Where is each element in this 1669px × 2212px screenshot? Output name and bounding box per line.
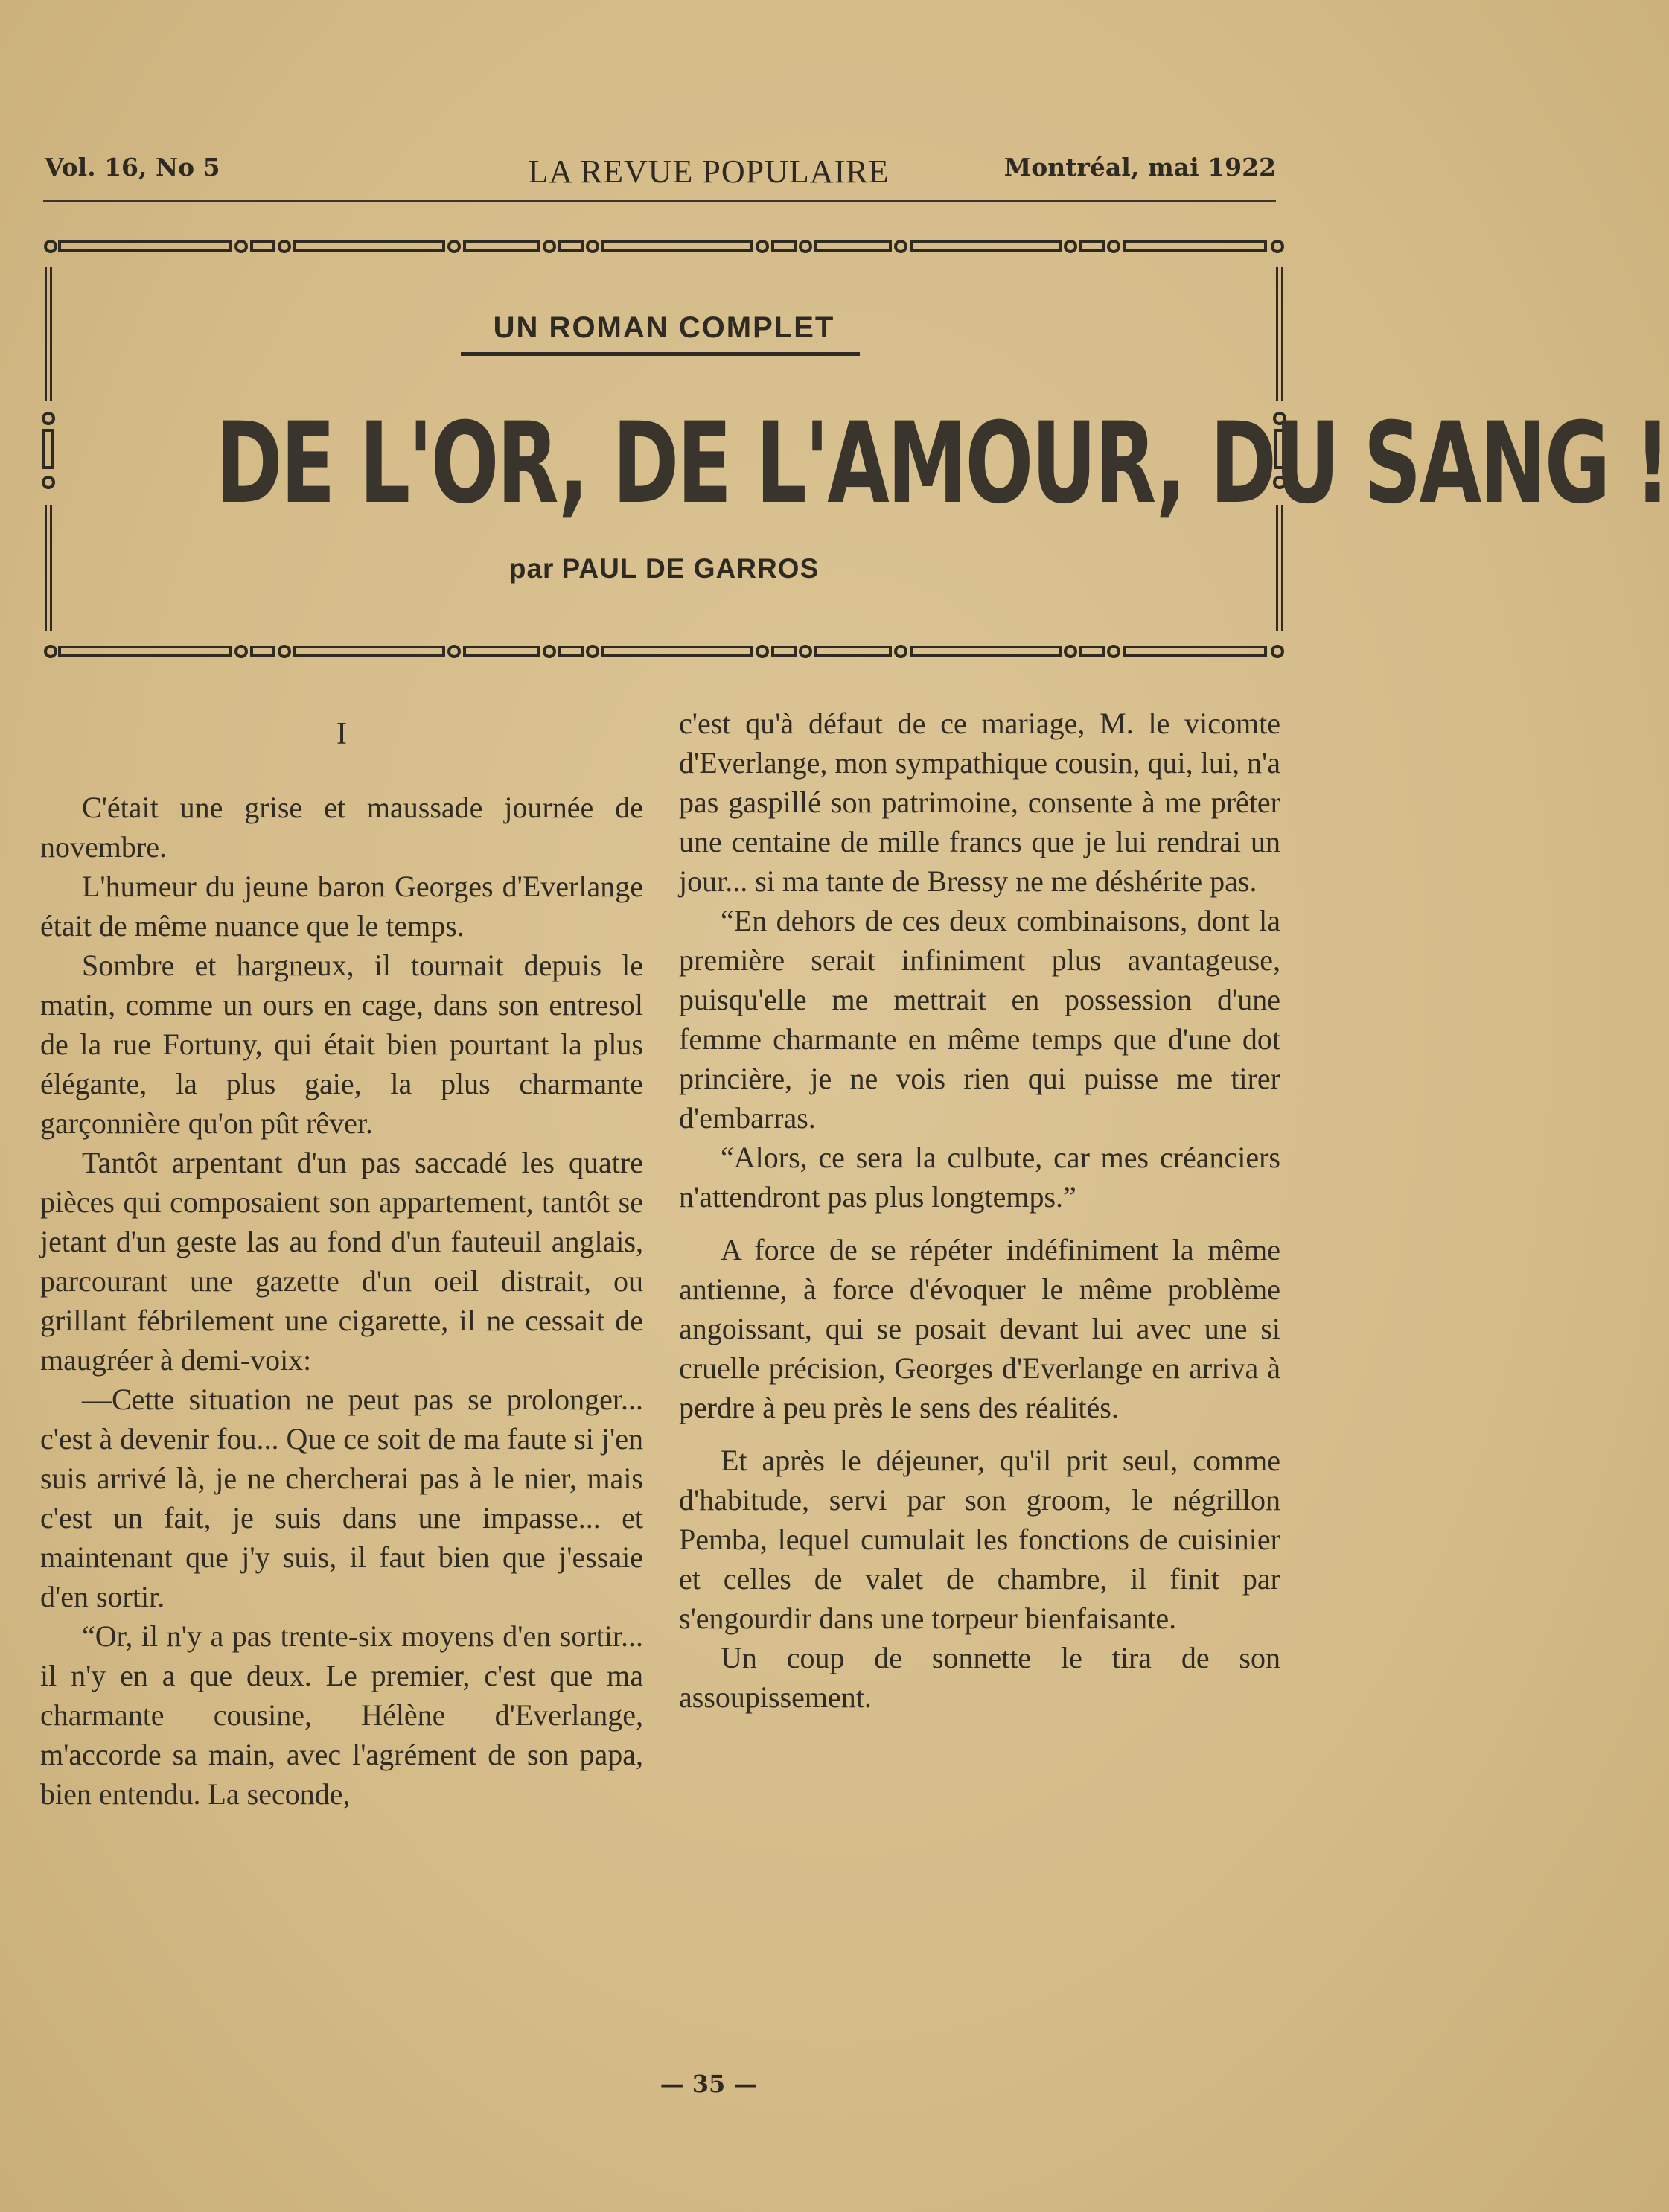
kicker: UN ROMAN COMPLET xyxy=(493,311,835,344)
ornament-border-top xyxy=(42,237,1286,256)
paragraph: Un coup de sonnette le tira de son assoupissement. xyxy=(679,1641,1280,1714)
byline xyxy=(42,553,1286,584)
paragraph: A force de se répéter indéfiniment la même antienne, à force d'évoquer le même problème angoissant, qui se posait devant lui avec une si cruelle précision, Georges d'Everlange en arriva à perdre à peu près le sens des réalités. xyxy=(679,1233,1280,1424)
text-column-right xyxy=(679,704,1280,1717)
header-rule xyxy=(43,200,1276,202)
paragraph: Et après le déjeuner, qu'il prit seul, comme d'habitude, servi par son groom, le négrillon Pemba, lequel cumulait les fonctions de cuisinier et celles de valet de chambre, il finit par s'engourdir dans une torpeur bienfaisante. xyxy=(679,1444,1280,1635)
paragraph: “Or, il n'y a pas trente-six moyens d'en sortir... il n'y en a que deux. Le premier, c'est que ma charmante cousine, Hélène d'Everlange, m'accorde sa main, avec l'agrément de son papa, bien entendu. La seconde, xyxy=(40,1619,643,1811)
paragraph: “En dehors de ces deux combinaisons, dont la première serait infiniment plus avantageuse, puisqu'elle me mettrait en possession d'une femme charmante en même temps que d'une dot princière, je ne vois rien qui puisse me tirer d'embarras. xyxy=(679,904,1280,1135)
title-frame xyxy=(42,237,1669,661)
page-number: — 35 — xyxy=(660,2070,758,2098)
paragraph: C'était une grise et maussade journée de novembre. xyxy=(40,791,643,864)
header-publication: LA REVUE POPULAIRE xyxy=(528,153,890,190)
paragraph: —Cette situation ne peut pas se prolonger... c'est à devenir fou... Que ce soit de ma faute si j'en suis arrivé là, je ne chercherai pas à le nier, mais c'est un fait, je suis dans une impasse... et maintenant que j'y suis, il faut bien que j'essaie d'en sortir. xyxy=(40,1383,643,1613)
header-date: Montréal, mai 1922 xyxy=(1003,153,1276,182)
chapter-number: I xyxy=(336,717,347,751)
paragraph: L'humeur du jeune baron Georges d'Everlange était de même nuance que le temps. xyxy=(40,870,643,943)
story-title: DE L'OR, DE L'AMOUR, DU SANG ! xyxy=(216,399,1669,529)
author-name: PAUL DE GARROS xyxy=(561,553,820,584)
text-column-left xyxy=(40,704,643,1814)
ornament-border-bottom xyxy=(42,642,1286,661)
header-volume: Vol. 16, No 5 xyxy=(45,153,220,182)
kicker-underline xyxy=(461,352,860,356)
paragraph: Tantôt arpentant d'un pas saccadé les quatre pièces qui composaient son appartement, tantôt se jetant d'un geste las au fond d'un fauteuil anglais, parcourant une gazette d'un oeil distrait, ou grillant fébrilement une cigarette, il ne cessait de maugréer à demi-voix: xyxy=(40,1146,643,1377)
paragraph-continued: c'est qu'à défaut de ce mariage, M. le vicomte d'Everlange, mon sympathique cousin, qui, lui, n'a pas gaspillé son patrimoine, consente à me prêter une centaine de mille francs que je lui rendrai un jour... si ma tante de Bressy ne me déshérite pas. xyxy=(679,707,1280,898)
byline-prefix: par xyxy=(508,553,555,584)
ornament-side-left xyxy=(41,408,56,497)
paragraph: Sombre et hargneux, il tournait depuis le matin, comme un ours en cage, dans son entresol de la rue Fortuny, qui était bien pourtant la plus élégante, la plus gaie, la plus charmante garçonnière qu'on pût rêver. xyxy=(40,949,643,1140)
paragraph: “Alors, ce sera la culbute, car mes créanciers n'attendront pas plus longtemps.” xyxy=(679,1141,1280,1214)
